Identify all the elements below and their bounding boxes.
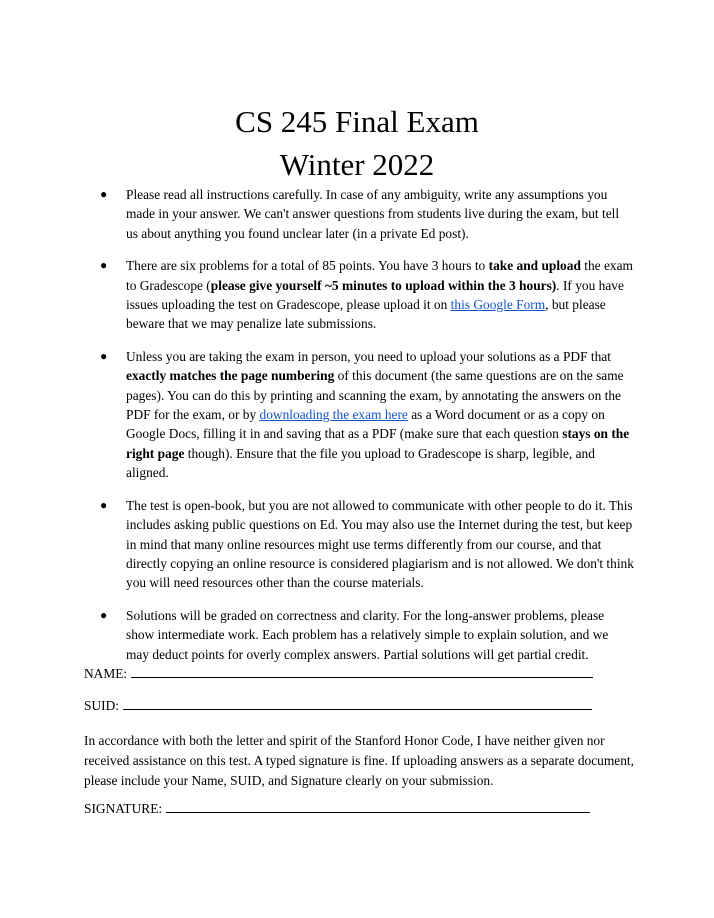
name-field <box>84 664 593 683</box>
instruction-text: , but please beware that we may penalize late submissions. <box>126 297 606 332</box>
instruction-item-pdf-upload <box>84 347 634 483</box>
instruction-text: of this document (the same questions are on the same pages). You can do this by printing and scanning the exam, by annotating the answers on the PDF for the exam, or by <box>126 368 624 423</box>
exam-term: Winter 2022 <box>279 147 435 182</box>
suid-label: SUID: <box>84 698 119 713</box>
bullet-icon: ● <box>100 348 108 363</box>
signature-input-line[interactable] <box>166 799 590 813</box>
bullet-icon: ● <box>100 497 108 512</box>
instruction-text: though). Ensure that the file you upload to Gradescope is sharp, legible, and aligned. <box>126 445 595 481</box>
emphasis-page-numbering: exactly matches the page numbering <box>126 368 335 384</box>
instruction-item-timing <box>84 256 634 334</box>
bullet-icon: ● <box>100 607 108 622</box>
exam-title: CS 245 Final Exam <box>235 104 479 139</box>
download-exam-link[interactable]: downloading the exam here <box>259 407 408 423</box>
instruction-text: the exam to Gradescope ( <box>126 258 633 293</box>
signature-label: SIGNATURE: <box>84 801 163 816</box>
instruction-item-ambiguity <box>84 185 634 243</box>
instruction-text: The test is open-book, but you are not allowed to communicate with other people to do it. This includes asking public questions on Ed. You may also use the Internet during the test, but keep in mind that many online resources might use terms differently from our course, and that directly copying an online resource is considered plagiarism and is not allowed. We don't think you will need resources other than the course materials. <box>126 497 634 591</box>
google-form-link[interactable]: this Google Form <box>450 297 546 313</box>
emphasis-upload-time: please give yourself ~5 minutes to upload within the 3 hours) <box>210 277 557 293</box>
honor-code-statement: In accordance with both the letter and spirit of the Stanford Honor Code, I have neither given nor received assistance on this test. A typed signature is fine. If uploading answers as a separate document, please include your Name, SUID, and Signature clearly on your submission. <box>84 733 634 788</box>
suid-field <box>84 696 592 715</box>
instruction-text: Solutions will be graded on correctness and clarity. For the long-answer problems, please show intermediate work. Each problem has a relatively simple to explain solution, and we may deduct points for overly complex answers. Partial solutions will get partial credit. <box>126 607 609 662</box>
bullet-icon: ● <box>100 187 108 201</box>
bullet-icon: ● <box>100 258 108 273</box>
instruction-text: Unless you are taking the exam in person, you need to upload your solutions as a PDF that <box>126 348 611 364</box>
name-input-line[interactable] <box>131 664 593 678</box>
instruction-text: as a Word document or as a copy on Google Docs, filling it in and saving that as a PDF (make sure that each question <box>126 407 605 442</box>
emphasis-take-and-upload: take and upload <box>488 258 581 274</box>
instructions-list <box>84 185 634 677</box>
instruction-text: . If you have issues uploading the test on Gradescope, please upload it on <box>126 277 624 313</box>
instruction-item-open-book <box>84 496 634 593</box>
suid-input-line[interactable] <box>123 696 592 710</box>
instruction-text: There are six problems for a total of 85 points. You have 3 hours to <box>126 258 489 274</box>
instruction-text: Please read all instructions carefully. In case of any ambiguity, write any assumptions you made in your answer. We can't answer questions from students live during the exam, but tell us about anything you found unclear later (in a private Ed post). <box>126 187 620 241</box>
name-label: NAME: <box>84 666 128 681</box>
emphasis-right-page: stays on the right page <box>126 426 630 461</box>
instruction-item-grading <box>84 606 634 664</box>
signature-field <box>84 799 590 818</box>
